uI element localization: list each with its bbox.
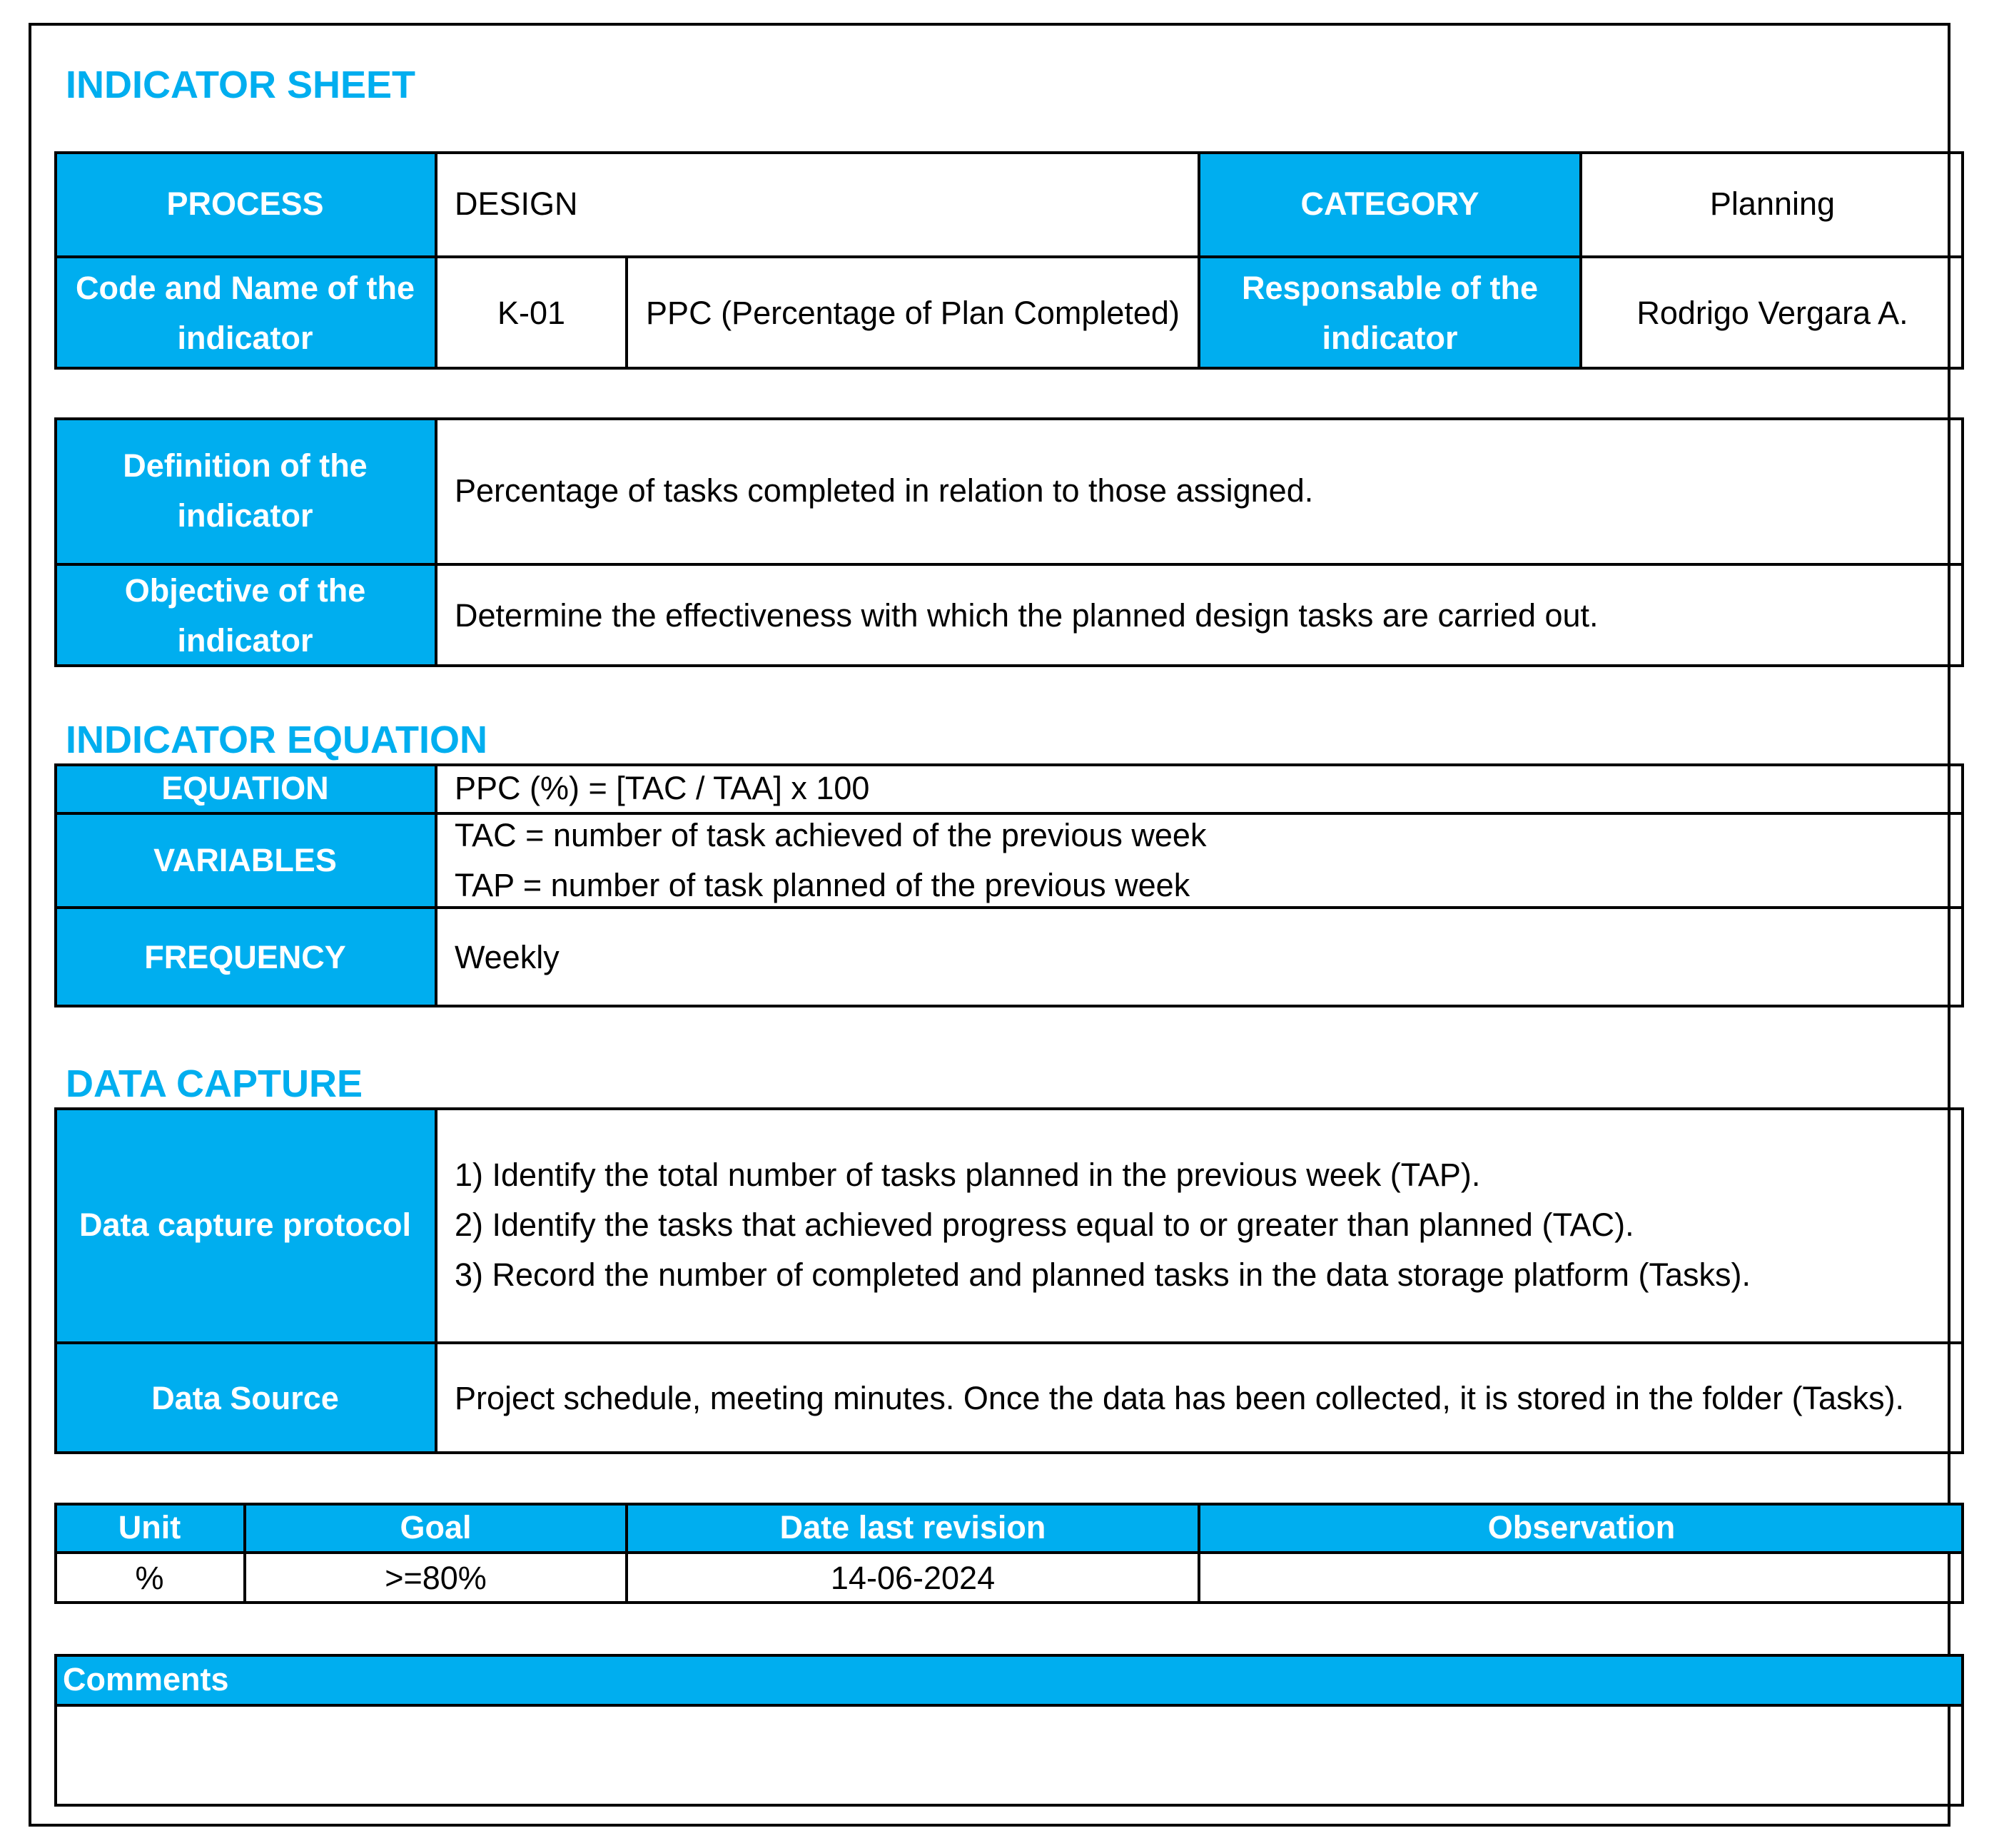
equation-table bbox=[54, 763, 1964, 1007]
info-table bbox=[54, 151, 1964, 370]
protocol-step: 3) Record the number of completed and planned tasks in the data storage platform (Tasks). bbox=[455, 1256, 1751, 1293]
equation-section-title: INDICATOR EQUATION bbox=[66, 719, 487, 761]
source-value: Project schedule, meeting minutes. Once the data has been collected, it is stored in the folder (Tasks). bbox=[455, 1380, 1905, 1417]
code-value: K-01 bbox=[497, 295, 566, 332]
equation-value: PPC (%) = [TAC / TAA] x 100 bbox=[455, 770, 870, 807]
protocol-step: 2) Identify the tasks that achieved progress equal to or greater than planned (TAC). bbox=[455, 1207, 1634, 1244]
variable-tap: TAP = number of task planned of the previous week bbox=[455, 867, 1190, 903]
objective-label: Objective of the indicator bbox=[54, 564, 436, 667]
process-label: PROCESS bbox=[54, 151, 436, 257]
summary-table bbox=[54, 1503, 1964, 1604]
objective-value: Determine the effectiveness with which the planned design tasks are carried out. bbox=[455, 597, 1599, 634]
source-label: Data Source bbox=[54, 1343, 436, 1454]
date-header: Date last revision bbox=[627, 1503, 1199, 1553]
equation-label: EQUATION bbox=[54, 763, 436, 813]
comments-table bbox=[54, 1654, 1964, 1807]
code-name-label: Code and Name of the indicator bbox=[54, 257, 436, 370]
protocol-label: Data capture protocol bbox=[54, 1107, 436, 1343]
indicator-name-value: PPC (Percentage of Plan Completed) bbox=[646, 295, 1180, 332]
category-label: CATEGORY bbox=[1199, 151, 1581, 257]
sheet-title: INDICATOR SHEET bbox=[66, 64, 416, 106]
protocol-step: 1) Identify the total number of tasks planned in the previous week (TAP). bbox=[455, 1157, 1481, 1194]
variables-value bbox=[436, 813, 1964, 908]
data-capture-table bbox=[54, 1107, 1964, 1454]
frequency-value: Weekly bbox=[455, 939, 560, 976]
unit-value: % bbox=[135, 1560, 164, 1597]
process-value: DESIGN bbox=[455, 186, 578, 223]
observation-header: Observation bbox=[1199, 1503, 1964, 1553]
responsible-value: Rodrigo Vergara A. bbox=[1636, 295, 1908, 332]
responsible-label: Responsable of the indicator bbox=[1199, 257, 1581, 370]
comments-label: Comments bbox=[54, 1654, 1964, 1705]
definition-value: Percentage of tasks completed in relation to those assigned. bbox=[455, 472, 1314, 509]
definition-table bbox=[54, 417, 1964, 667]
comments-value bbox=[54, 1705, 1964, 1807]
protocol-value bbox=[436, 1107, 1964, 1343]
goal-header: Goal bbox=[245, 1503, 627, 1553]
category-value: Planning bbox=[1709, 186, 1836, 223]
variables-label: VARIABLES bbox=[54, 813, 436, 908]
definition-label: Definition of the indicator bbox=[54, 417, 436, 564]
variable-tac: TAC = number of task achieved of the previous week bbox=[455, 817, 1207, 854]
data-capture-section-title: DATA CAPTURE bbox=[66, 1062, 363, 1105]
date-value: 14-06-2024 bbox=[830, 1560, 996, 1597]
goal-value: >=80% bbox=[385, 1560, 487, 1597]
observation-value bbox=[1199, 1553, 1964, 1604]
unit-header: Unit bbox=[54, 1503, 245, 1553]
frequency-label: FREQUENCY bbox=[54, 908, 436, 1007]
